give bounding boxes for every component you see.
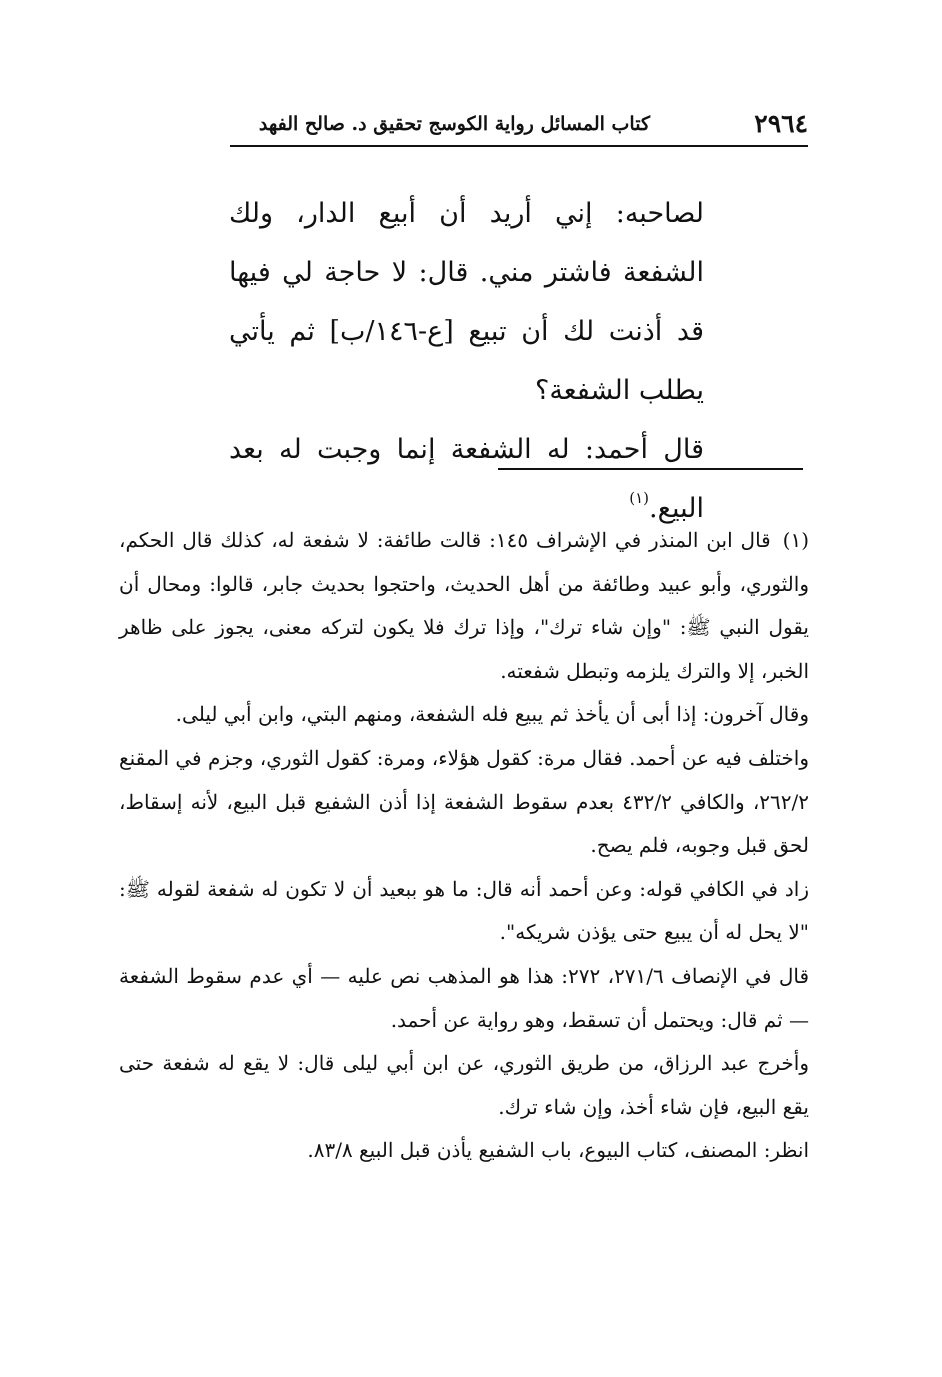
footnote-paragraph (119, 519, 809, 693)
footnote-paragraph: قال في الإنصاف ٢٧١/٦، ٢٧٢: هذا هو المذهب نص عليه — أي عدم سقوط الشفعة — ثم قال: ويحتمل أن تسقط، وهو رواية عن أحمد. (119, 963, 810, 1032)
header-rule (230, 145, 808, 147)
running-title: كتاب المسائل رواية الكوسج تحقيق د. صالح الفهد (258, 113, 650, 135)
page-header (232, 108, 808, 140)
answer-text: قال أحمد: له الشفعة إنما وجبت له بعد البيع. (229, 434, 704, 524)
footnote-paragraph: وقال آخرون: إذا أبى أن يأخذ ثم يبيع فله الشفعة، ومنهم البتي، وابن أبي ليلى. (175, 702, 809, 727)
page-number: ٢٩٦٤ (754, 109, 808, 138)
footnote-paragraph: انظر: المصنف، كتاب البيوع، باب الشفيع يأذن قبل البيع ٨٣/٨. (307, 1138, 809, 1163)
main-text (229, 184, 704, 538)
footnote-reference[interactable]: (١) (629, 489, 650, 507)
question-paragraph: لصاحبه: إني أريد أن أبيع الدار، ولك الشفعة فاشتر مني. قال: لا حاجة لي فيها قد أذنت لك أن تبيع [ع-١٤٦/ب] ثم يأتي يطلب الشفعة؟ (229, 198, 704, 406)
footnote-text: قال ابن المنذر في الإشراف ١٤٥: قالت طائفة: لا شفعة له، كذلك قال الحكم، والثوري، وأبو عبيد وطائفة من أهل الحديث، واحتجوا بحديث جابر، قالوا: ومحال أن يقول النبي ﷺ: "وإن شاء ترك"، وإذا ترك فلا يكون لتركه معنى، يجوز على ظاهر الخبر، إلا والترك يلزمه وتبطل شفعته. (119, 528, 809, 683)
footnote-number: (١) (782, 528, 809, 552)
footnote-paragraph: وأخرج عبد الرزاق، من طريق الثوري، عن ابن أبي ليلى قال: لا يقع له شفعة حتى يقع البيع، فإن شاء أخذ، وإن شاء ترك. (119, 1051, 809, 1119)
footnote-separator (498, 468, 803, 470)
footnote-paragraph: زاد في الكافي قوله: وعن أحمد أنه قال: ما هو ببعيد أن لا تكون له شفعة لقوله ﷺ: "لا يحل له أن يبيع حتى يؤذن شريكه". (119, 876, 809, 945)
footnotes (119, 519, 809, 1173)
footnote-paragraph: واختلف فيه عن أحمد. فقال مرة: كقول هؤلاء، ومرة: كقول الثوري، وجزم في المقنع ٢٦٢/٢، والكافي ٤٣٢/٢ بعدم سقوط الشفعة إذا أذن الشفيع قبل البيع، لأنه إسقاط، لحق قبل وجوبه، فلم يصح. (119, 745, 809, 858)
